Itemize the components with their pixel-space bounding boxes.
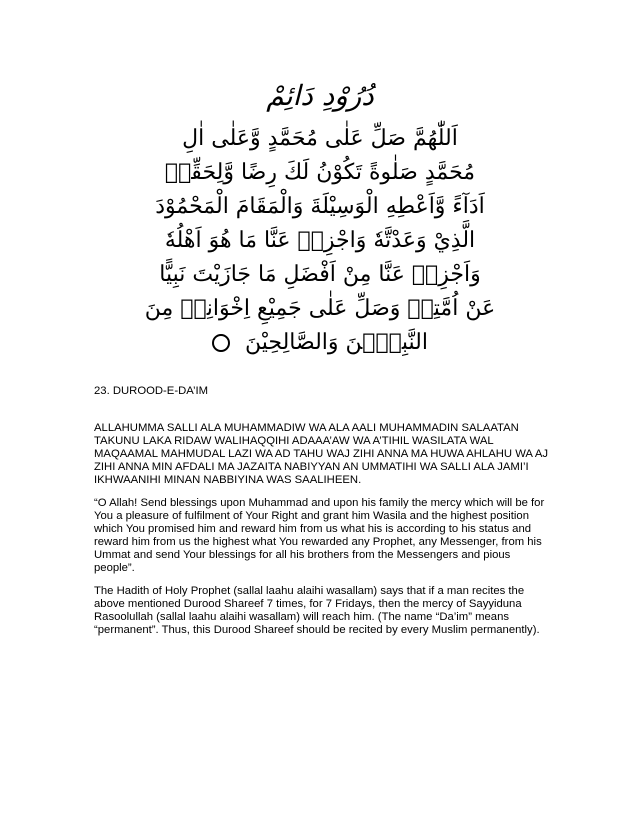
arabic-line: اَللّٰهُمَّ صَلِّ عَلٰى مُحَمَّدٍ وَّعَلٰى اٰلِ <box>182 126 458 151</box>
translation-paragraph: “O Allah! Send blessings upon Muhammad and upon his family the mercy which will be for You a pleasure of fulfilment of Your Right and grant him Wasila and the highest position which You promised him and reward him from us what his is according to his status and reward him from us the highest what You rewarded any Prophet, any Messenger, from his Ummat and send Your blessings for all his brothers from the Messengers and pious people”. <box>94 497 545 574</box>
arabic-line-text: النَّبِيّٖنَ وَالصَّالِحِيْنَ <box>245 330 428 355</box>
english-text <box>94 385 550 647</box>
hadith-paragraph: The Hadith of Holy Prophet (sallal laahu alaihi wasallam) says that if a man recites the above mentioned Durood Shareef 7 times, for 7 Fridays, then the mercy of Sayyiduna Rasoolullah (sallal laahu alaihi wasallam) will reach him. (The name “Da’im” means “permanent”. Thus, this Durood Shareef should be recited by every Muslim permanently). <box>94 585 540 636</box>
arabic-line: وَاَجْزِهٖ عَنَّا مِنْ اَفْضَلِ مَا جَازَيْتَ نَبِيًّا <box>159 262 481 287</box>
arabic-line: اَدَآءً وَّاَعْطِهِ الْوَسِيْلَةَ وَالْمَقَامَ الْمَحْمُوْدَ <box>155 194 485 219</box>
arabic-line: الَّذِيْ وَعَدْتَّهٗ وَاجْزِهٖ عَنَّا مَا هُوَ اَهْلُهٗ <box>164 228 476 253</box>
verse-end-circle-icon <box>212 334 230 352</box>
arabic-title: دُرُوْدِ دَائِمْ <box>266 79 374 112</box>
transliteration-paragraph: ALLAHUMMA SALLI ALA MUHAMMADIW WA ALA AALI MUHAMMADIN SALAATAN TAKUNU LAKA RIDAW WALIHAQQIHI ADAAA’AW WA A’TIHIL WASILATA WAL MAQAAMAL MAHMUDAL LAZI WA AD TAHU WAJ ZIHI ANNA MA HUWA AHLAHU WA AJ ZIHI ANNA MIN AFDALI MA JAZAITA NABIYYAN AN UMMATIHI WA SALLI ALA JAMI’I IKHWAANIHI MINAN NABBIYINA WAS SAALIHEEN. <box>94 422 549 486</box>
arabic-line: مُحَمَّدٍ صَلٰوةً تَكُوْنُ لَكَ رِضًا وَّلِحَقِّهٖ <box>164 160 476 185</box>
section-heading: 23. DUROOD-E-DA’IM <box>94 385 209 397</box>
arabic-line: عَنْ اُمَّتِهٖ وَصَلِّ عَلٰى جَمِيْعِ اِخْوَانِهٖ مِنَ <box>144 296 496 321</box>
arabic-line-last <box>60 326 580 360</box>
arabic-calligraphy <box>60 76 580 360</box>
